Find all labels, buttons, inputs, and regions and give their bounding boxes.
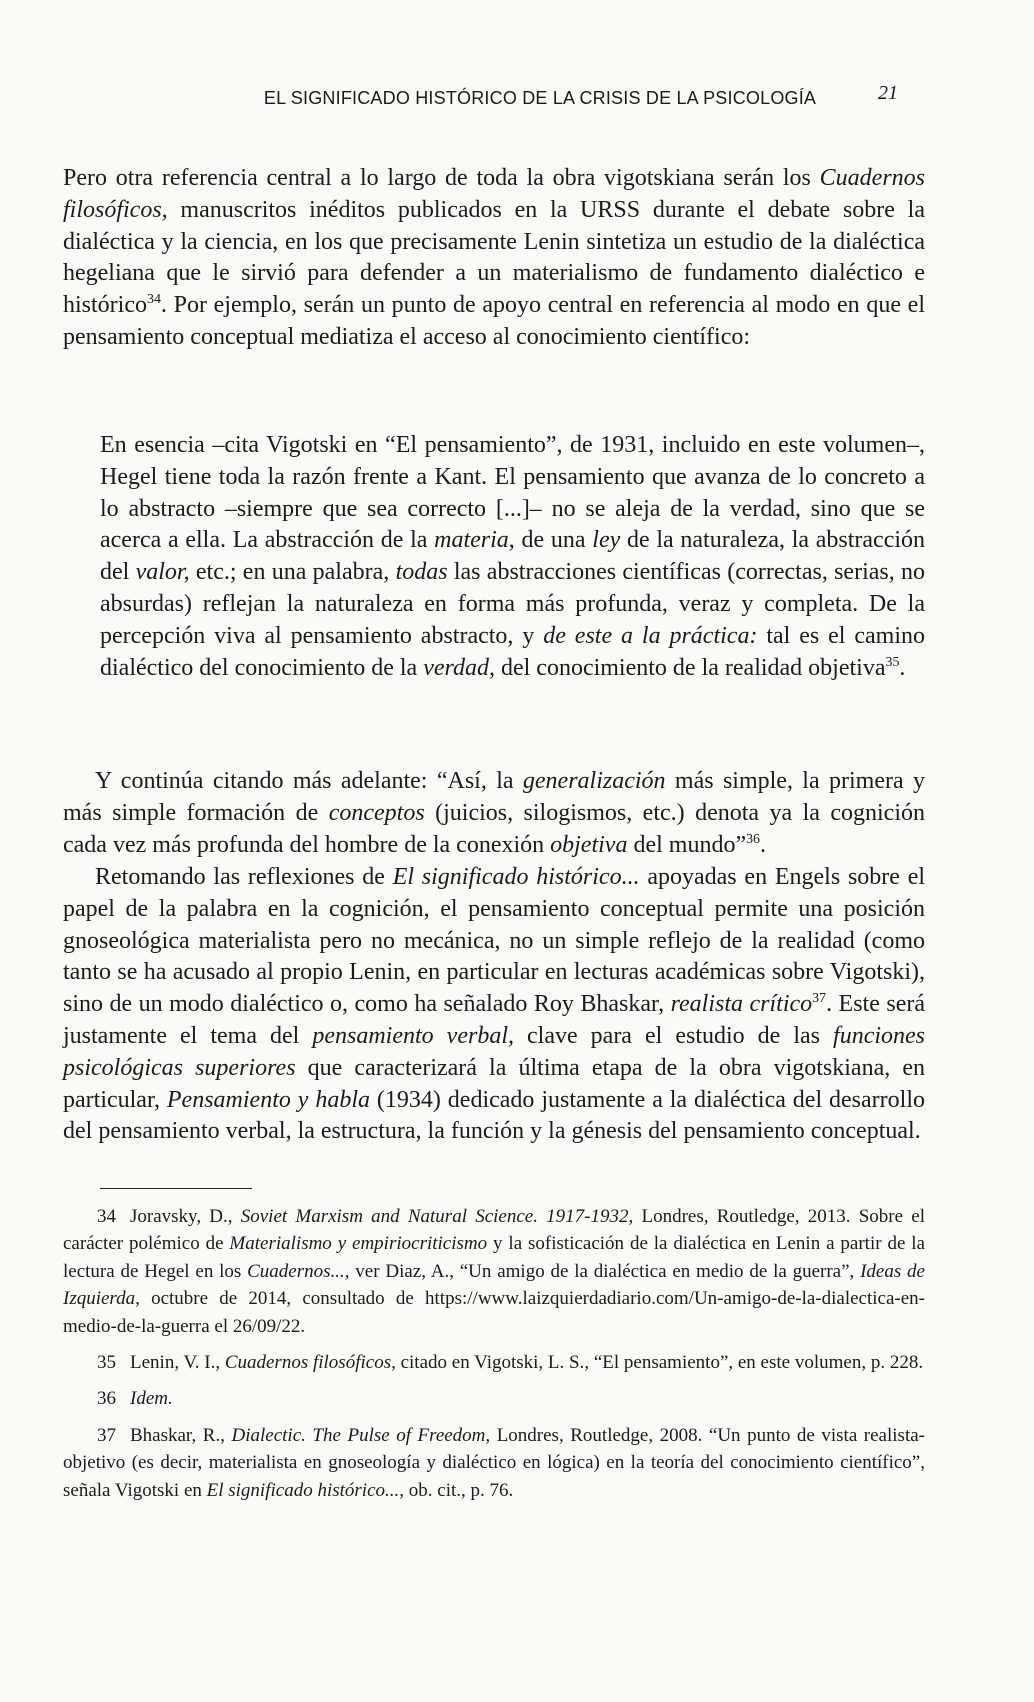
- paragraph-3: Retomando las reflexiones de El significado histórico... apoyadas en Engels sobre el papel de la palabra en la cognición, el pensamiento conceptual permite una posición gnoseológica materialista pero no mecánica, no un simple reflejo de la realidad (como tanto se ha acusado al propio Lenin, en particular en lecturas académicas sobre Vigotski), sino de un modo dialéctico o, como ha señalado Roy Bhaskar, realista crítico$^{37}$. Este será justamente el tema del pensamiento verbal, clave para el estudio de las funciones psicológicas superiores que caracterizará la última etapa de la obra vigotskiana, en particular, Pensamiento y habla (1934) dedicado justamente a la dialéctica del desarrollo del pensamiento verbal, la estructura, la función y la génesis del pensamiento conceptual.: [63, 864, 926, 1145]
- running-title: EL SIGNIFICADO HISTÓRICO DE LA CRISIS DE LA PSICOLOGÍA: [263, 88, 817, 108]
- footnote-36: 36 Idem.: [97, 1388, 173, 1410]
- footnote-ref-36[interactable]: 36: [746, 831, 760, 847]
- footnote-divider: [100, 1188, 252, 1189]
- footnote-number: 35: [97, 1352, 116, 1374]
- footnote-number: 34: [97, 1206, 116, 1227]
- footnote-34: 34 Joravsky, D., Soviet Marxism and Natural Science. 1917-1932, Londres, Routledge, 2013. Sobre el carácter polémico de Materialismo y empiriocriticismo y la sofisticación de la dialéctica en Lenin a partir de la lectura de Hegel en los Cuadernos..., ver Diaz, A., “Un amigo de la dialéctica en medio de la guerra”, Ideas de Izquierda, octubre de 2014, consultado de https://www.laizquierdadiario.com/Un-amigo-de-la-dialectica-en-medio-de-la-guerra el 26/09/22.: [63, 1206, 925, 1337]
- footnote-ref-34[interactable]: 34: [147, 292, 161, 308]
- footnote-ref-37[interactable]: 37: [812, 991, 827, 1007]
- block-quote: En esencia –cita Vigotski en “El pensamiento”, de 1931, incluido en este volumen–, Hegel tiene toda la razón frente a Kant. El pensamiento que avanza de lo concreto a lo abstracto –siempre que sea correcto [...]– no se aleja de la verdad, sino que se acerca a ella. La abstracción de la materia, de una ley de la naturaleza, la abstracción del valor, etc.; en una palabra, todas las abstracciones científicas (correctas, serias, no absurdas) reflejan la naturaleza en forma más profunda, veraz y completa. De la percepción viva al pensamiento abstracto, y de este a la práctica: tal es el camino dialéctico del conocimiento de la verdad, del conocimiento de la realidad objetiva$^{35}$.: [100, 432, 926, 681]
- paragraph-1: Pero otra referencia central a lo largo de toda la obra vigotskiana serán los Cuadernos filosóficos, manuscritos inéditos publicados en la URSS durante el debate sobre la dialéctica y la ciencia, en los que precisamente Lenin sintetiza un estudio de la dialéctica hegeliana que le sirvió para defender a un materialismo de fundamento dialéctico e histórico$^{34}$. Por ejemplo, serán un punto de apoyo central en referencia al modo en que el pensamiento conceptual mediatiza el acceso al conocimiento científico:: [63, 165, 925, 350]
- footnote-number: 36: [97, 1388, 116, 1410]
- footnote-37: 37 Bhaskar, R., Dialectic. The Pulse of Freedom, Londres, Routledge, 2008. “Un punto de vista realista-objetivo (es decir, materialista en gnoseología y dialéctico en lógica) en la teoría del conocimiento científico”, señala Vigotski en El significado histórico..., ob. cit., p. 76.: [63, 1424, 925, 1501]
- footnote-35: 35 Lenin, V. I., Cuadernos filosóficos, citado en Vigotski, L. S., “El pensamiento”, en este volumen, p. 228.: [97, 1352, 924, 1374]
- footnote-ref-35[interactable]: 35: [885, 654, 900, 670]
- footnotes: [63, 1203, 925, 1513]
- footnote-number: 37: [97, 1424, 116, 1446]
- paragraph-2: Y continúa citando más adelante: “Así, la generalización más simple, la primera y más simple formación de conceptos (juicios, silogismos, etc.) denota ya la cognición cada vez más profunda del hombre de la conexión objetiva del mundo”$^{36}$.: [63, 768, 925, 858]
- page-number: 21: [878, 82, 898, 104]
